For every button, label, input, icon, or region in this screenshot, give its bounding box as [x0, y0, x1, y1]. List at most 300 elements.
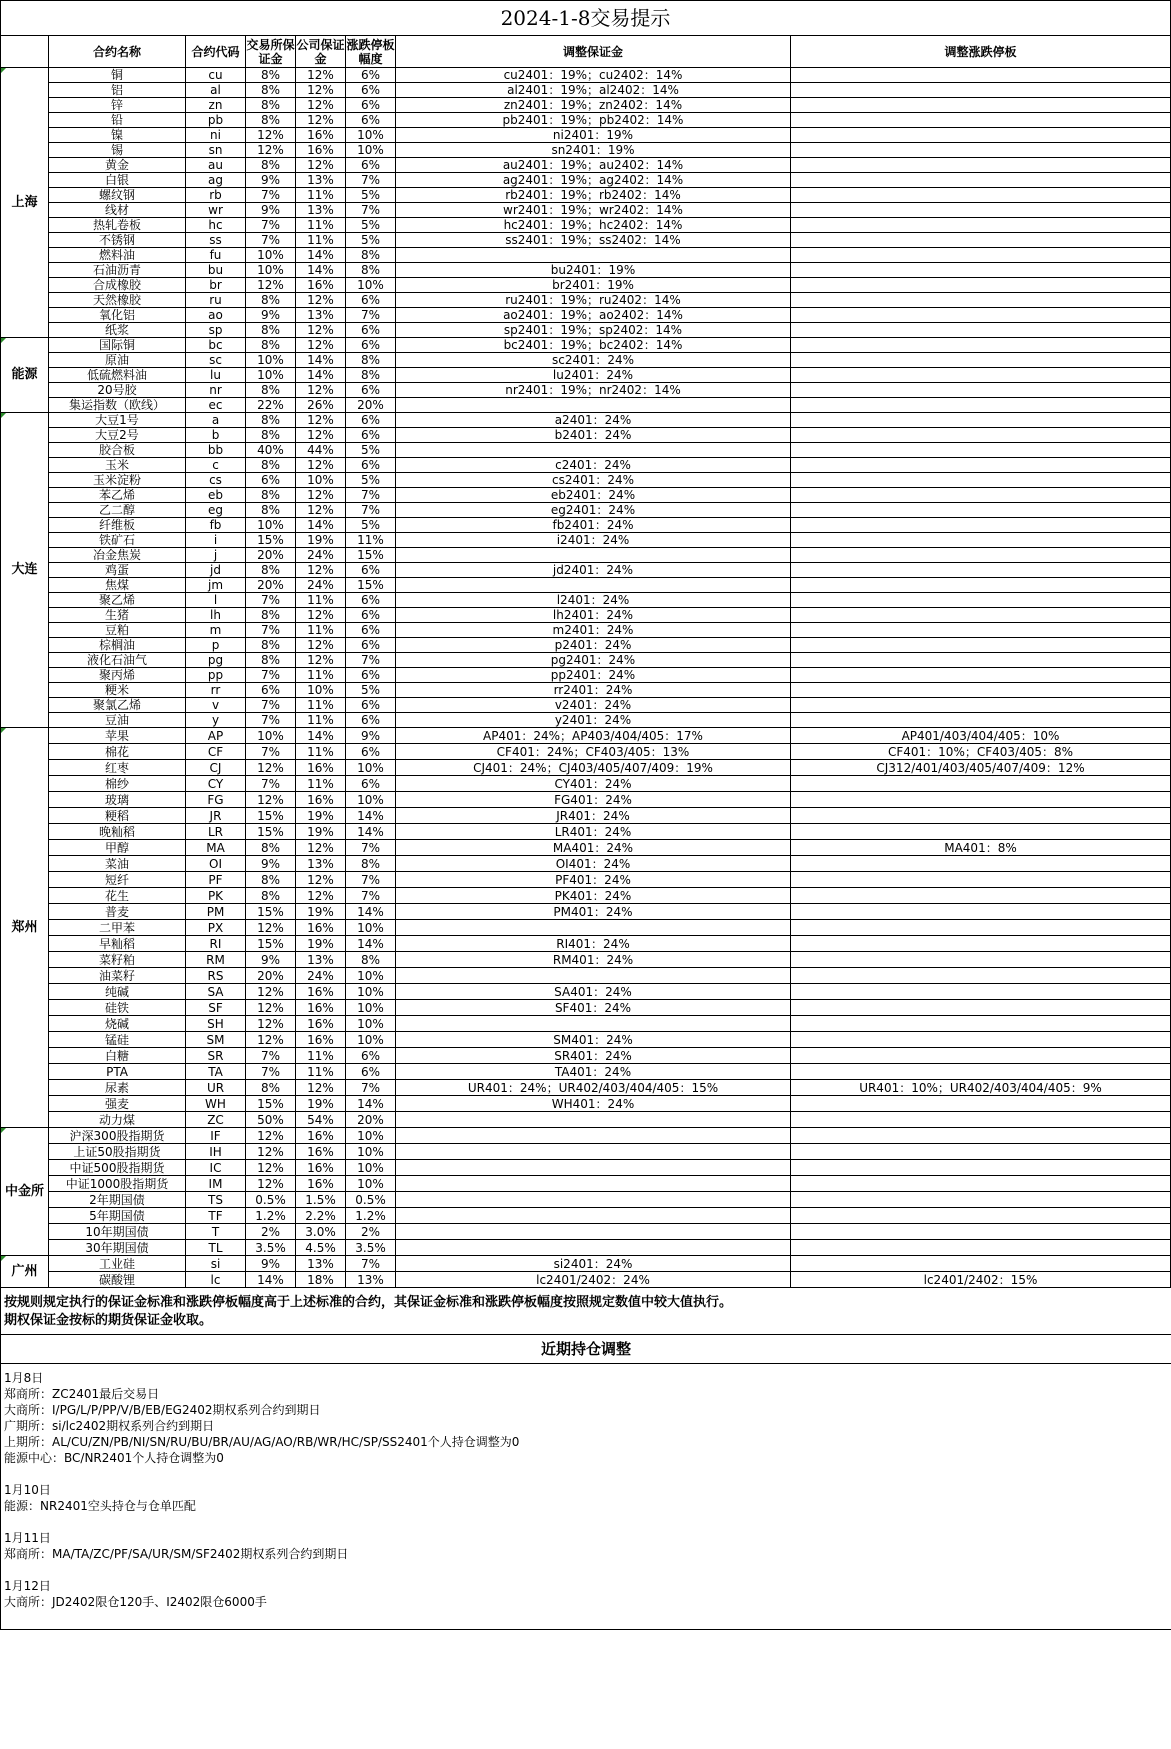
contract-name: 甲醇: [49, 840, 186, 856]
adjusted-limit: [791, 653, 1171, 668]
calendar-date: 1月8日: [4, 1371, 44, 1385]
contract-code: cu: [186, 68, 246, 83]
company-margin: 13%: [296, 308, 346, 323]
contract-code: al: [186, 83, 246, 98]
limit-range: 9%: [346, 728, 396, 744]
exchange-margin: 2%: [246, 1224, 296, 1240]
company-margin: 11%: [296, 776, 346, 792]
limit-range: 10%: [346, 984, 396, 1000]
contract-code: jm: [186, 578, 246, 593]
adjusted-margin: WH401：24%: [396, 1096, 791, 1112]
contract-name: 5年期国债: [49, 1208, 186, 1224]
company-margin: 12%: [296, 840, 346, 856]
table-row: [1, 563, 1171, 578]
limit-range: 6%: [346, 1048, 396, 1064]
contract-code: l: [186, 593, 246, 608]
company-margin: 12%: [296, 503, 346, 518]
contract-code: p: [186, 638, 246, 653]
contract-name: 国际铜: [49, 338, 186, 353]
adjusted-limit: [791, 563, 1171, 578]
table-row: [1, 653, 1171, 668]
adjusted-margin: [396, 1160, 791, 1176]
limit-range: 6%: [346, 638, 396, 653]
exchange-margin: 7%: [246, 713, 296, 728]
table-row: [1, 1224, 1171, 1240]
adjusted-margin: [396, 1128, 791, 1144]
limit-range: 14%: [346, 904, 396, 920]
contract-code: lu: [186, 368, 246, 383]
table-row: [1, 1272, 1171, 1288]
table-row: [1, 548, 1171, 563]
limit-range: 6%: [346, 776, 396, 792]
table-row: [1, 473, 1171, 488]
contract-name: 纸浆: [49, 323, 186, 338]
contract-code: ec: [186, 398, 246, 413]
contract-code: hc: [186, 218, 246, 233]
exchange-margin: 7%: [246, 233, 296, 248]
adjusted-limit: [791, 1032, 1171, 1048]
limit-range: 10%: [346, 792, 396, 808]
contract-name: 菜籽粕: [49, 952, 186, 968]
calendar-entry: 上期所：AL/CU/ZN/PB/NI/SN/RU/BU/BR/AU/AG/AO/RB/WR/HC/SP/SS2401个人持仓调整为0: [4, 1435, 520, 1449]
table-row: [1, 792, 1171, 808]
contract-code: c: [186, 458, 246, 473]
region-cell: 郑州: [1, 728, 49, 1128]
contract-code: SM: [186, 1032, 246, 1048]
company-margin: 3.0%: [296, 1224, 346, 1240]
exchange-margin: 15%: [246, 808, 296, 824]
contract-code: cs: [186, 473, 246, 488]
exchange-margin: 7%: [246, 623, 296, 638]
adjusted-limit: [791, 608, 1171, 623]
limit-range: 7%: [346, 173, 396, 188]
contract-code: CJ: [186, 760, 246, 776]
company-margin: 12%: [296, 383, 346, 398]
adjusted-limit: [791, 443, 1171, 458]
contract-name: PTA: [49, 1064, 186, 1080]
exchange-margin: 12%: [246, 1176, 296, 1192]
limit-range: 7%: [346, 503, 396, 518]
company-margin: 24%: [296, 968, 346, 984]
contract-name: 玻璃: [49, 792, 186, 808]
contract-code: y: [186, 713, 246, 728]
adjusted-margin: p2401：24%: [396, 638, 791, 653]
contract-name: 棉纱: [49, 776, 186, 792]
limit-range: 6%: [346, 698, 396, 713]
contract-name: 2年期国债: [49, 1192, 186, 1208]
contract-name: 螺纹钢: [49, 188, 186, 203]
adjusted-margin: i2401：24%: [396, 533, 791, 548]
company-margin: 11%: [296, 713, 346, 728]
company-margin: 11%: [296, 1048, 346, 1064]
adjusted-limit: [791, 248, 1171, 263]
limit-range: 10%: [346, 128, 396, 143]
exchange-margin: 10%: [246, 248, 296, 263]
contract-name: 冶金焦炭: [49, 548, 186, 563]
adjusted-margin: [396, 1208, 791, 1224]
exchange-margin: 12%: [246, 760, 296, 776]
adjusted-limit: [791, 856, 1171, 872]
limit-range: 5%: [346, 218, 396, 233]
adjusted-limit: [791, 1064, 1171, 1080]
contract-name: 中证1000股指期货: [49, 1176, 186, 1192]
contract-name: 热轧卷板: [49, 218, 186, 233]
contract-code: b: [186, 428, 246, 443]
adjusted-margin: JR401：24%: [396, 808, 791, 824]
exchange-margin: 8%: [246, 113, 296, 128]
contract-name: 锰硅: [49, 1032, 186, 1048]
contract-name: 合成橡胶: [49, 278, 186, 293]
exchange-margin: 10%: [246, 518, 296, 533]
limit-range: 10%: [346, 1160, 396, 1176]
table-row: [1, 488, 1171, 503]
adjusted-margin: m2401：24%: [396, 623, 791, 638]
table-row: [1, 1192, 1171, 1208]
exchange-margin: 15%: [246, 936, 296, 952]
contract-code: m: [186, 623, 246, 638]
calendar-entry: 郑商所：MA/TA/ZC/PF/SA/UR/SM/SF2402期权系列合约到期日: [4, 1547, 349, 1561]
contract-name: 低硫燃料油: [49, 368, 186, 383]
table-row: [1, 760, 1171, 776]
contract-name: 烧碱: [49, 1016, 186, 1032]
table-row: [1, 683, 1171, 698]
contract-code: eb: [186, 488, 246, 503]
limit-range: 8%: [346, 263, 396, 278]
table-row: [1, 113, 1171, 128]
contract-name: 油菜籽: [49, 968, 186, 984]
company-margin: 16%: [296, 1016, 346, 1032]
adjusted-limit: [791, 143, 1171, 158]
exchange-margin: 22%: [246, 398, 296, 413]
exchange-margin: 6%: [246, 473, 296, 488]
exchange-margin: 0.5%: [246, 1192, 296, 1208]
table-row: [1, 1096, 1171, 1112]
adjusted-margin: [396, 1144, 791, 1160]
adjusted-margin: cs2401：24%: [396, 473, 791, 488]
limit-range: 10%: [346, 1128, 396, 1144]
limit-range: 1.2%: [346, 1208, 396, 1224]
company-margin: 54%: [296, 1112, 346, 1128]
adjusted-limit: [791, 1112, 1171, 1128]
contract-name: 铜: [49, 68, 186, 83]
adjusted-limit: [791, 218, 1171, 233]
exchange-margin: 14%: [246, 1272, 296, 1288]
table-row: [1, 1112, 1171, 1128]
table-row: [1, 840, 1171, 856]
company-margin: 12%: [296, 68, 346, 83]
contract-code: pg: [186, 653, 246, 668]
exchange-margin: 7%: [246, 1064, 296, 1080]
contract-name: 镍: [49, 128, 186, 143]
calendar-date: 1月11日: [4, 1531, 51, 1545]
contract-code: RM: [186, 952, 246, 968]
exchange-margin: 1.2%: [246, 1208, 296, 1224]
contract-name: 大豆2号: [49, 428, 186, 443]
contract-name: 锡: [49, 143, 186, 158]
limit-range: 10%: [346, 1144, 396, 1160]
adjusted-limit: [791, 473, 1171, 488]
exchange-margin: 8%: [246, 68, 296, 83]
adjusted-limit: [791, 1000, 1171, 1016]
adjusted-limit: [791, 263, 1171, 278]
contract-name: 黄金: [49, 158, 186, 173]
adjusted-margin: v2401：24%: [396, 698, 791, 713]
company-margin: 10%: [296, 683, 346, 698]
adjusted-margin: [396, 920, 791, 936]
exchange-margin: 12%: [246, 1160, 296, 1176]
adjusted-margin: SA401：24%: [396, 984, 791, 1000]
contract-name: 强麦: [49, 1096, 186, 1112]
adjusted-margin: [396, 1112, 791, 1128]
exchange-margin: 8%: [246, 413, 296, 428]
table-row: [1, 83, 1171, 98]
company-margin: 12%: [296, 872, 346, 888]
contract-code: bu: [186, 263, 246, 278]
table-row: [1, 904, 1171, 920]
company-margin: 12%: [296, 98, 346, 113]
company-margin: 19%: [296, 824, 346, 840]
contract-code: SA: [186, 984, 246, 1000]
contract-name: 红枣: [49, 760, 186, 776]
adjusted-margin: SR401：24%: [396, 1048, 791, 1064]
contract-code: a: [186, 413, 246, 428]
table-row: [1, 984, 1171, 1000]
page-title: 2024-1-8交易提示: [1, 1, 1171, 36]
table-row: [1, 578, 1171, 593]
contract-code: zn: [186, 98, 246, 113]
adjusted-limit: [791, 83, 1171, 98]
contract-code: JR: [186, 808, 246, 824]
contract-code: UR: [186, 1080, 246, 1096]
company-margin: 11%: [296, 623, 346, 638]
company-margin: 16%: [296, 1000, 346, 1016]
contract-name: 粳米: [49, 683, 186, 698]
adjusted-limit: [791, 1016, 1171, 1032]
contract-code: MA: [186, 840, 246, 856]
contract-code: au: [186, 158, 246, 173]
company-margin: 12%: [296, 413, 346, 428]
company-margin: 12%: [296, 1080, 346, 1096]
region-cell: 上海: [1, 68, 49, 338]
adjusted-limit: [791, 68, 1171, 83]
notes-box: [0, 1288, 1171, 1335]
limit-range: 5%: [346, 473, 396, 488]
adjusted-margin: au2401：19%；au2402：14%: [396, 158, 791, 173]
table-row: [1, 503, 1171, 518]
contract-code: nr: [186, 383, 246, 398]
company-margin: 16%: [296, 1128, 346, 1144]
exchange-margin: 12%: [246, 278, 296, 293]
company-margin: 16%: [296, 984, 346, 1000]
contract-name: 苯乙烯: [49, 488, 186, 503]
contract-name: 豆粕: [49, 623, 186, 638]
adjusted-margin: [396, 548, 791, 563]
contract-code: IM: [186, 1176, 246, 1192]
contract-code: bc: [186, 338, 246, 353]
table-row: [1, 158, 1171, 173]
adjusted-limit: [791, 904, 1171, 920]
adjusted-limit: [791, 1176, 1171, 1192]
contract-name: 白糖: [49, 1048, 186, 1064]
adjusted-limit: [791, 188, 1171, 203]
company-margin: 14%: [296, 353, 346, 368]
limit-range: 6%: [346, 113, 396, 128]
adjusted-margin: RM401：24%: [396, 952, 791, 968]
adjusted-limit: [791, 458, 1171, 473]
adjusted-limit: [791, 293, 1171, 308]
exchange-margin: 7%: [246, 1048, 296, 1064]
adjusted-margin: al2401：19%；al2402：14%: [396, 83, 791, 98]
limit-range: 6%: [346, 413, 396, 428]
table-row: [1, 1048, 1171, 1064]
table-row: [1, 1240, 1171, 1256]
table-row: [1, 638, 1171, 653]
contract-name: 不锈钢: [49, 233, 186, 248]
company-margin: 12%: [296, 488, 346, 503]
company-margin: 16%: [296, 1160, 346, 1176]
limit-range: 7%: [346, 1080, 396, 1096]
limit-range: 7%: [346, 1256, 396, 1272]
adjusted-margin: rb2401：19%；rb2402：14%: [396, 188, 791, 203]
limit-range: 2%: [346, 1224, 396, 1240]
limit-range: 6%: [346, 623, 396, 638]
exchange-margin: 9%: [246, 173, 296, 188]
contract-code: RI: [186, 936, 246, 952]
exchange-margin: 10%: [246, 368, 296, 383]
adjusted-margin: hc2401：19%；hc2402：14%: [396, 218, 791, 233]
adjusted-margin: TA401：24%: [396, 1064, 791, 1080]
adjusted-limit: [791, 952, 1171, 968]
contract-code: ZC: [186, 1112, 246, 1128]
adjusted-limit: [791, 1256, 1171, 1272]
adjusted-margin: AP401：24%；AP403/404/405：17%: [396, 728, 791, 744]
adjusted-limit: [791, 368, 1171, 383]
header-blank: [1, 36, 49, 68]
adjusted-margin: l2401：24%: [396, 593, 791, 608]
region-cell: 广州: [1, 1256, 49, 1288]
limit-range: 8%: [346, 952, 396, 968]
contract-code: fb: [186, 518, 246, 533]
contract-code: TF: [186, 1208, 246, 1224]
contract-name: 原油: [49, 353, 186, 368]
company-margin: 16%: [296, 278, 346, 293]
limit-range: 6%: [346, 1064, 396, 1080]
table-row: [1, 1208, 1171, 1224]
contract-code: v: [186, 698, 246, 713]
company-margin: 13%: [296, 856, 346, 872]
adjusted-margin: [396, 1176, 791, 1192]
limit-range: 11%: [346, 533, 396, 548]
exchange-margin: 7%: [246, 698, 296, 713]
contract-code: ru: [186, 293, 246, 308]
limit-range: 10%: [346, 278, 396, 293]
adjusted-limit: [791, 623, 1171, 638]
header-exchange-margin: 交易所保证金: [246, 37, 295, 66]
adjusted-margin: [396, 1016, 791, 1032]
adjusted-margin: OI401：24%: [396, 856, 791, 872]
contract-code: rr: [186, 683, 246, 698]
limit-range: 6%: [346, 383, 396, 398]
limit-range: 7%: [346, 488, 396, 503]
limit-range: 10%: [346, 920, 396, 936]
contract-name: 晚籼稻: [49, 824, 186, 840]
adjusted-margin: bc2401：19%；bc2402：14%: [396, 338, 791, 353]
exchange-margin: 8%: [246, 608, 296, 623]
note-line: 期权保证金按标的期货保证金收取。: [4, 1313, 213, 1328]
table-row: [1, 776, 1171, 792]
table-row: [1, 936, 1171, 952]
exchange-margin: 8%: [246, 888, 296, 904]
contract-name: 锌: [49, 98, 186, 113]
adjusted-margin: rr2401：24%: [396, 683, 791, 698]
table-row: [1, 593, 1171, 608]
company-margin: 14%: [296, 368, 346, 383]
contract-name: 生猪: [49, 608, 186, 623]
exchange-margin: 10%: [246, 728, 296, 744]
adjusted-margin: CF401：24%；CF403/405：13%: [396, 744, 791, 760]
adjusted-limit: [791, 1144, 1171, 1160]
contract-code: SF: [186, 1000, 246, 1016]
exchange-margin: 12%: [246, 1032, 296, 1048]
adjusted-limit: [791, 278, 1171, 293]
contract-name: 工业硅: [49, 1256, 186, 1272]
table-row: [1, 443, 1171, 458]
table-row: [1, 428, 1171, 443]
contract-name: 聚氯乙烯: [49, 698, 186, 713]
adjusted-limit: lc2401/2402：15%: [791, 1272, 1171, 1288]
contract-code: RS: [186, 968, 246, 984]
limit-range: 10%: [346, 1176, 396, 1192]
exchange-margin: 6%: [246, 683, 296, 698]
exchange-margin: 8%: [246, 638, 296, 653]
contract-code: PF: [186, 872, 246, 888]
table-row: [1, 413, 1171, 428]
exchange-margin: 12%: [246, 792, 296, 808]
limit-range: 6%: [346, 563, 396, 578]
exchange-margin: 50%: [246, 1112, 296, 1128]
company-margin: 13%: [296, 173, 346, 188]
table-row: [1, 952, 1171, 968]
contract-code: sc: [186, 353, 246, 368]
contract-name: 普麦: [49, 904, 186, 920]
adjusted-margin: [396, 1224, 791, 1240]
contract-code: sp: [186, 323, 246, 338]
exchange-margin: 40%: [246, 443, 296, 458]
adjusted-limit: [791, 1128, 1171, 1144]
table-row: [1, 668, 1171, 683]
company-margin: 26%: [296, 398, 346, 413]
company-margin: 11%: [296, 698, 346, 713]
company-margin: 16%: [296, 1176, 346, 1192]
exchange-margin: 10%: [246, 263, 296, 278]
table-row: [1, 98, 1171, 113]
table-row: [1, 824, 1171, 840]
contract-code: br: [186, 278, 246, 293]
adjusted-limit: [791, 683, 1171, 698]
company-margin: 12%: [296, 293, 346, 308]
exchange-margin: 7%: [246, 668, 296, 683]
table-row: [1, 968, 1171, 984]
adjusted-limit: [791, 338, 1171, 353]
limit-range: 10%: [346, 143, 396, 158]
adjusted-margin: MA401：24%: [396, 840, 791, 856]
contract-code: pb: [186, 113, 246, 128]
company-margin: 16%: [296, 920, 346, 936]
table-row: [1, 888, 1171, 904]
adjusted-limit: [791, 698, 1171, 713]
limit-range: 7%: [346, 653, 396, 668]
contract-name: 菜油: [49, 856, 186, 872]
